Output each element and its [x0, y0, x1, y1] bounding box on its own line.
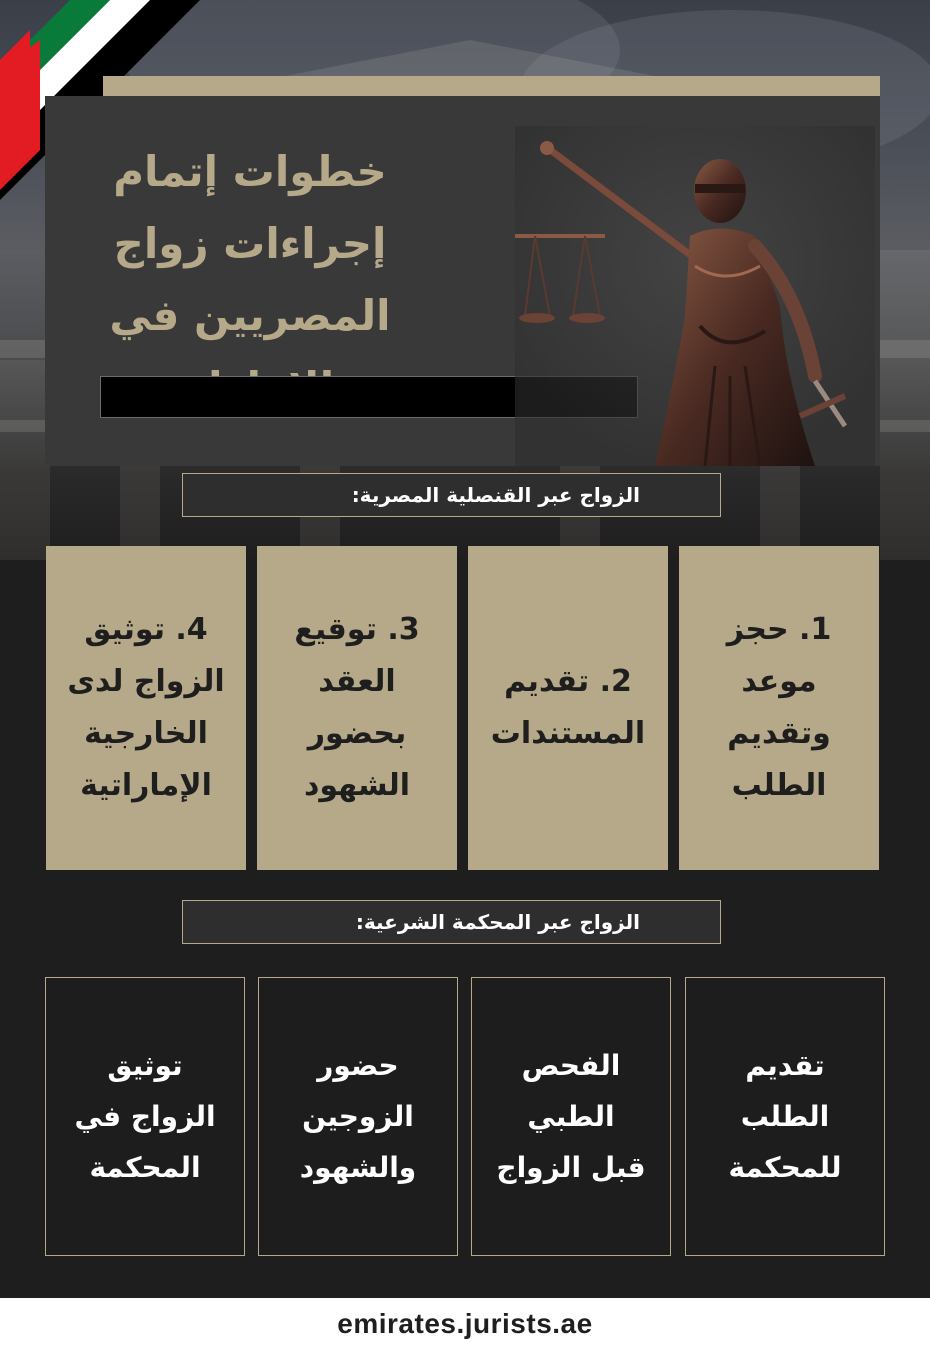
court-step-2-card — [471, 977, 671, 1256]
consulate-step-4-card — [46, 546, 246, 870]
title-line-1: خطوات إتمام — [113, 147, 387, 196]
consulate-step-2-card — [468, 546, 668, 870]
consulate-step-1-card — [679, 546, 879, 870]
footer-website-link[interactable]: emirates.jurists.ae — [0, 1298, 930, 1350]
consulate-step-2-text: 2. تقديم المستندات — [490, 664, 646, 751]
court-step-1-text: تقديم الطلب للمحكمة — [728, 1049, 842, 1184]
court-step-2-text: الفحص الطبي قبل الزواج — [496, 1049, 646, 1184]
hero-panel — [45, 96, 880, 466]
hero-top-accent-bar — [103, 76, 880, 96]
court-step-4-card — [45, 977, 245, 1256]
title-line-3: المصريين في — [109, 291, 391, 340]
court-step-3-card — [258, 977, 458, 1256]
lady-justice-statue-icon — [515, 126, 875, 466]
consulate-step-4-text: 4. توثيق الزواج لدى الخارجية الإماراتية — [67, 612, 225, 803]
court-step-4-text: توثيق الزواج في المحكمة — [74, 1049, 216, 1184]
consulate-step-1-text: 1. حجز موعد وتقديم الطلب — [726, 612, 832, 803]
consulate-step-3-card — [257, 546, 457, 870]
court-step-1-card — [685, 977, 885, 1256]
court-step-3-text: حضور الزوجين والشهود — [299, 1049, 417, 1184]
title-line-2: إجراءات زواج — [113, 219, 387, 268]
section-header-court: الزواج عبر المحكمة الشرعية: — [182, 900, 721, 944]
consulate-step-3-text: 3. توقيع العقد بحضور الشهود — [294, 612, 420, 803]
section-header-consulate: الزواج عبر القنصلية المصرية: — [182, 473, 721, 517]
